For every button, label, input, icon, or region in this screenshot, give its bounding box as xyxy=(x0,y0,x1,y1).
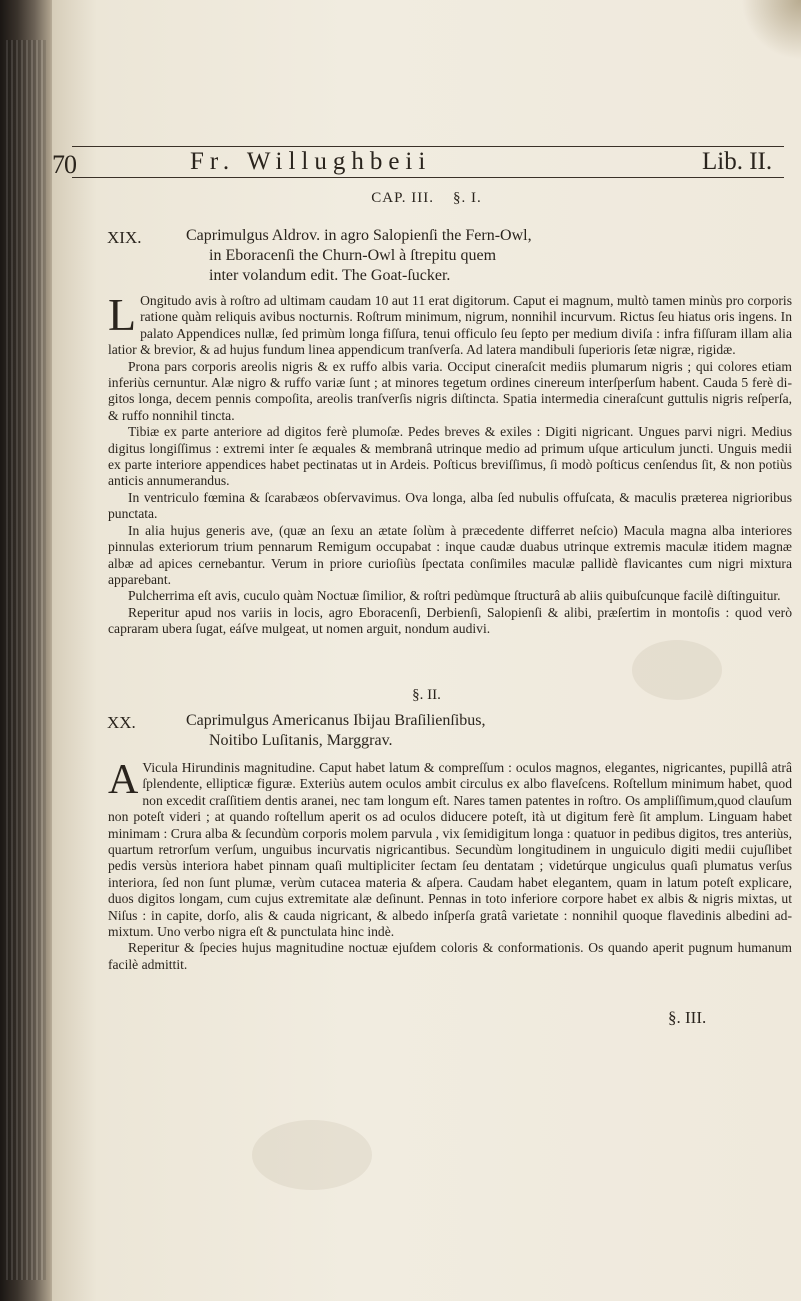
paragraph: In alia hujus generis ave, (quæ an ſexu an ætate ſolùm à præcedente differret neſcio) Macula magna alba interiores pinnulas exteriorum trium pennarum Remigum occupabat : inque caudæ duabus utrinque extremis maculæ itidem magnæ albæ ad apices cernebantur. Verum in priore curioſiùs ſpectata conſimiles maculæ pallidè flavicantes cum nigri mixtura apparebant. xyxy=(108,522,792,587)
book-page xyxy=(52,0,801,1301)
paragraph: Prona pars corporis areolis nigris & ex ruffo albis varia. Occiput cineraſcit mediis plumarum nigris ; qui colores etiam inferiùs cernuntur. Alæ nigro & ruffo variæ ſunt ; at minores tegetum ordines cinereum interſperſum habent. Cauda 5 ferè digitos longa, decem pennis compoſita, areolis tranſverſis nigris diſtincta. Spatia intermedia cineraſcunt guttulis nigris reſperſa, & ruffo nonnihil tincta. xyxy=(108,358,792,423)
paper-stain xyxy=(252,1120,372,1190)
header-rule-top xyxy=(72,146,784,147)
entry-heading xyxy=(186,226,746,286)
entry-number: XIX. xyxy=(107,228,142,247)
paragraph xyxy=(108,757,792,940)
drop-cap: A xyxy=(108,757,139,803)
chapter-title: CAP. III. xyxy=(371,190,434,206)
binding-texture xyxy=(6,40,46,1280)
header-rule-bottom xyxy=(72,177,784,178)
running-head-author: Fr. Willughbeii xyxy=(190,148,432,175)
entry-body xyxy=(108,289,792,638)
entry-heading-line: inter volandum edit. The Goat-ſucker. xyxy=(209,267,451,284)
entry-heading xyxy=(186,711,746,751)
paragraph: Reperitur apud nos variis in locis, agro Eboracenſi, Derbienſi, Salopienſi & alibi, præſertim in montoſis : quod verò capraram ubera ſugat, eáſve mulgeat, ut nomen arguit, nondum audivi. xyxy=(108,604,792,637)
running-head-book: Lib. II. xyxy=(702,148,773,175)
entry-heading-line: Noitibo Luſitanis, Marggrav. xyxy=(209,732,393,749)
page-corner-shadow xyxy=(741,0,801,60)
paragraph-text: Vicula Hirundinis magnitudine. Caput habet latum & compreſſum : oculos magnos, elegantes, nigricantes, pupillâ atrâ ſplendente, ellipticæ figuræ. Exteriùs autem oculos ambit circulus ex albo flaveſcens. Roſtellum minimum habet, quod non excedit craſſitiem dentis aranei, nec tam longum eſt. Nares tamen patentes in roſtro. Os ampliſſimum,quod clauſum non poteſt videri ; at quando roſtellum aperit os ad oculos diducere poteſt, ità ut digitum ferè ſit amplum. Linguam habet minimam : Crura alba & ſecundùm corporis molem parvula , vix ſemidigitum longa : quatuor in pedibus digitos, tres anteriùs, quartum retrorſum verſum, unguibus incurvatis nigricantibus. Secundùm longitudinem in unguiculo digiti medii cujuſlibet pedis versùs interiora habet pinnam quaſi multipliciter ſectam ſeu dentatam ; videtúrque ungiculus quaſi plumatus verſus interiora, ſed non ſunt plumæ, verùm cutacea materia & aſpera. Caudam habet elegantem, quam in latum poteſt explicare, duos digitos longam, cum cujus extremitate alæ deſinunt. Pennas in toto inferiore corpore habet ex albis & nigris mixtas, ut Niſus : in capite, dorſo, alis & cauda nigricant, & albedo inſperſa gratâ varietate : nonnihil quoque flavedinis albedini admixtum. Uno verbo nigra eſt & punctulata hinc indè. xyxy=(108,760,792,940)
drop-cap: L xyxy=(108,289,137,340)
paragraph: Pulcherrima eſt avis, cuculo quàm Noctuæ ſimilior, & roſtri pedùmque ſtructurâ ab aliis quibuſcunque facilè diſtinguitur. xyxy=(128,588,781,604)
book-binding xyxy=(0,0,58,1301)
paragraph: Tibiæ ex parte anteriore ad digitos ferè plumoſæ. Pedes breves & exiles : Digiti nigricant. Ungues parvi nigri. Medius digitus longiſſimus : extremi inter ſe æquales & membranâ utrinque medio ad primum uſque articulum juncti. Unguis medii ex parte interiore appendices habet pectinatas ut in Ardeis. Poſticus breviſſimus, ſi modò poſticus cenſendus ſit, & non potiùs anticis annumerandus. xyxy=(108,424,792,489)
paragraph-text: Ongitudo avis à roſtro ad ultimam caudam 10 aut 11 erat digitorum. Caput ei magnum, multò tamen minùs pro corporis ratione quàm reliquis avibus nocturnis. Roſtrum minimum, nigrum, nonnihil incurvum. Rictus ſeu hiatus oris ingens. In palato Appendices nullæ, ſed primùm longa fiſſura, tenui officulo ſeu ſepto per medium diviſa : infra fiſſuram illam alia latior & brevior, & ad hujus fundum linea appendicum tranſverſa. Ad latera mandibuli ſuperioris ſetæ nigræ, rigidæ. xyxy=(108,293,792,358)
entry-heading-line: Caprimulgus Aldrov. in agro Salopienſi the Fern-Owl, xyxy=(186,227,532,244)
entry-number: XX. xyxy=(107,713,136,732)
section-number: §. I. xyxy=(453,190,482,206)
page-number: 70 xyxy=(52,150,76,179)
entry-body xyxy=(108,757,792,973)
paragraph xyxy=(108,289,792,359)
entry-heading-line: Caprimulgus Americanus Ibijau Braſilienſibus, xyxy=(186,712,486,729)
chapter-heading xyxy=(52,190,801,207)
section-number: §. II. xyxy=(412,687,441,703)
section-number: §. III. xyxy=(668,1008,707,1027)
paragraph: Reperitur & ſpecies hujus magnitudine noctuæ ejuſdem coloris & conformationis. Os quando aperit pugnum humanum facilè admittit. xyxy=(108,940,792,972)
paragraph: In ventriculo fœmina & ſcarabæos obſervavimus. Ova longa, alba ſed nubulis offuſcata, & maculis præterea nigrioribus punctata. xyxy=(108,489,792,522)
entry-heading-line: in Eboracenſi the Churn-Owl à ſtrepitu quem xyxy=(209,247,497,264)
